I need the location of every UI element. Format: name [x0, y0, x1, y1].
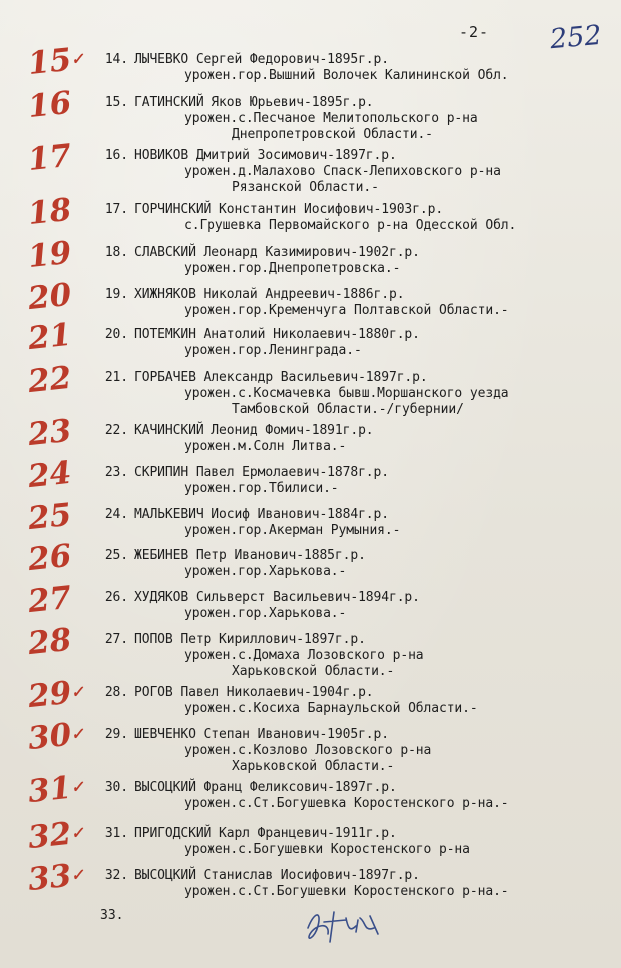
birthplace-line: урожен.гор.Ленинграда.- — [184, 343, 362, 358]
mark-number: 25 — [26, 496, 74, 538]
checkmark-icon: ✓ — [70, 724, 85, 744]
birthplace-line: урожен.с.Песчаное Мелитопольского р-на — [184, 111, 478, 126]
entry-header — [90, 685, 374, 701]
entry-header — [90, 826, 397, 842]
birthplace-line: урожен.с.Косиха Барнаульской Области.- — [184, 701, 478, 716]
last-entry-number: 33. — [100, 908, 124, 923]
region-line: Тамбовской Области.-/губернии/ — [232, 402, 464, 417]
birthplace-line: урожен.с.Ст.Богушевки Коростенского р-на.- — [184, 884, 509, 899]
mark-number: 28 — [26, 621, 74, 663]
entry-number: 15. — [104, 95, 128, 110]
person-name: МАЛЬКЕВИЧ Иосиф Иванович-1884г.р. — [134, 507, 389, 522]
mark-number: 20 — [26, 276, 74, 318]
mark-number: 16 — [26, 84, 74, 126]
entry-number: 17. — [104, 202, 128, 217]
entry-number: 31. — [104, 826, 128, 841]
entry-header — [90, 780, 397, 796]
entry-number: 26. — [104, 590, 128, 605]
checkmark-icon: ✓ — [70, 682, 85, 702]
person-name: ЛЫЧЕВКО Сергей Федорович-1895г.р. — [134, 52, 389, 67]
person-name: КАЧИНСКИЙ Леонид Фомич-1891г.р. — [134, 423, 374, 438]
checkmark-icon: ✓ — [70, 49, 85, 69]
region-line: Харьковской Области.- — [232, 759, 395, 774]
entry-header — [90, 202, 443, 218]
birthplace-line: урожен.гор.Вышний Волочек Калининской Обл. — [184, 68, 509, 83]
person-name: ШЕВЧЕНКО Степан Иванович-1905г.р. — [134, 727, 389, 742]
birthplace-line: урожен.с.Домаха Лозовского р-на — [184, 648, 424, 663]
entry-number: 18. — [104, 245, 128, 260]
birthplace-line: урожен.м.Солн Литва.- — [184, 439, 347, 454]
birthplace-line: урожен.гор.Тбилиси.- — [184, 481, 339, 496]
entry-number: 16. — [104, 148, 128, 163]
entry-header — [90, 148, 397, 164]
mark-number: 19 — [26, 234, 74, 276]
entry-header — [90, 423, 374, 439]
person-name: ПОПОВ Петр Кириллович-1897г.р. — [134, 632, 366, 647]
checkmark-icon: ✓ — [70, 865, 85, 885]
person-name: НОВИКОВ Дмитрий Зосимович-1897г.р. — [134, 148, 397, 163]
entry-header — [90, 548, 366, 564]
mark-number: 15 — [26, 41, 74, 83]
birthplace-line: с.Грушевка Первомайского р-на Одесской Обл. — [184, 218, 517, 233]
person-name: ВЫСОЦКИЙ Станислав Иосифович-1897г.р. — [134, 868, 420, 883]
person-name: СКРИПИН Павел Ермолаевич-1878г.р. — [134, 465, 389, 480]
birthplace-line: урожен.гор.Харькова.- — [184, 564, 347, 579]
checkmark-icon: ✓ — [70, 823, 85, 843]
region-line: Харьковской Области.- — [232, 664, 395, 679]
page-number: -2- — [459, 23, 490, 41]
entry-header — [90, 245, 420, 261]
entry-number: 24. — [104, 507, 128, 522]
mark-number: 18 — [26, 191, 74, 233]
birthplace-line: урожен.д.Малахово Спаск-Лепиховского р-на — [184, 164, 501, 179]
birthplace-line: урожен.с.Космачевка бывш.Моршанского уезда — [184, 386, 509, 401]
entry-header — [90, 52, 389, 68]
entry-header — [90, 632, 366, 648]
entry-number: 21. — [104, 370, 128, 385]
birthplace-line: урожен.с.Ст.Богушевка Коростенского р-на.- — [184, 796, 509, 811]
entry-header — [90, 370, 428, 386]
mark-number: 31 — [26, 769, 74, 811]
person-name: ХИЖНЯКОВ Николай Андреевич-1886г.р. — [134, 287, 405, 302]
mark-number: 30 — [26, 716, 74, 758]
person-name: ГАТИНСКИЙ Яков Юрьевич-1895г.р. — [134, 95, 374, 110]
entry-number: 20. — [104, 327, 128, 342]
mark-number: 26 — [26, 537, 74, 579]
entry-header — [90, 465, 389, 481]
mark-number: 22 — [26, 359, 74, 401]
mark-number: 23 — [26, 412, 74, 454]
entry-header — [90, 507, 389, 523]
entry-header — [90, 287, 404, 303]
mark-number: 21 — [26, 316, 74, 358]
mark-number: 33 — [26, 857, 74, 899]
birthplace-line: урожен.гор.Акерман Румыния.- — [184, 523, 401, 538]
mark-number: 32 — [26, 815, 74, 857]
person-name: ГОРЧИНСКИЙ Константин Иосифович-1903г.р. — [134, 202, 444, 217]
checkmark-icon: ✓ — [70, 777, 85, 797]
entry-number: 19. — [104, 287, 128, 302]
birthplace-line: урожен.гор.Харькова.- — [184, 606, 347, 621]
entry-number: 28. — [104, 685, 128, 700]
archive-page-number: 252 — [548, 19, 603, 56]
entry-number: 23. — [104, 465, 128, 480]
mark-number: 24 — [26, 454, 74, 496]
entry-header — [90, 327, 420, 343]
entry-header — [90, 590, 420, 606]
region-line: Днепропетровской Области.- — [232, 127, 433, 142]
entry-number: 30. — [104, 780, 128, 795]
birthplace-line: урожен.гор.Кременчуга Полтавской Области.- — [184, 303, 509, 318]
person-name: ХУДЯКОВ Сильверст Васильевич-1894г.р. — [134, 590, 420, 605]
birthplace-line: урожен.гор.Днепропетровска.- — [184, 261, 401, 276]
birthplace-line: урожен.с.Богушевки Коростенского р-на — [184, 842, 470, 857]
mark-number: 17 — [26, 137, 74, 179]
signature-icon — [300, 898, 390, 950]
entry-header — [90, 868, 420, 884]
mark-number: 29 — [26, 674, 74, 716]
entry-header — [90, 727, 389, 743]
person-name: ПОТЕМКИН Анатолий Николаевич-1880г.р. — [134, 327, 420, 342]
entry-number: 25. — [104, 548, 128, 563]
person-name: ПРИГОДСКИЙ Карл Францевич-1911г.р. — [134, 826, 397, 841]
birthplace-line: урожен.с.Козлово Лозовского р-на — [184, 743, 432, 758]
person-name: ГОРБАЧЕВ Александр Васильевич-1897г.р. — [134, 370, 428, 385]
entry-number: 29. — [104, 727, 128, 742]
mark-number: 27 — [26, 579, 74, 621]
entry-number: 32. — [104, 868, 128, 883]
entry-number: 22. — [104, 423, 128, 438]
person-name: ВЫСОЦКИЙ Франц Феликсович-1897г.р. — [134, 780, 397, 795]
region-line: Рязанской Области.- — [232, 180, 379, 195]
entry-number: 14. — [104, 52, 128, 67]
person-name: СЛАВСКИЙ Леонард Казимирович-1902г.р. — [134, 245, 420, 260]
entry-header — [90, 95, 374, 111]
person-name: ЖЕБИНЕВ Петр Иванович-1885г.р. — [134, 548, 366, 563]
person-name: РОГОВ Павел Николаевич-1904г.р. — [134, 685, 374, 700]
entry-number: 27. — [104, 632, 128, 647]
